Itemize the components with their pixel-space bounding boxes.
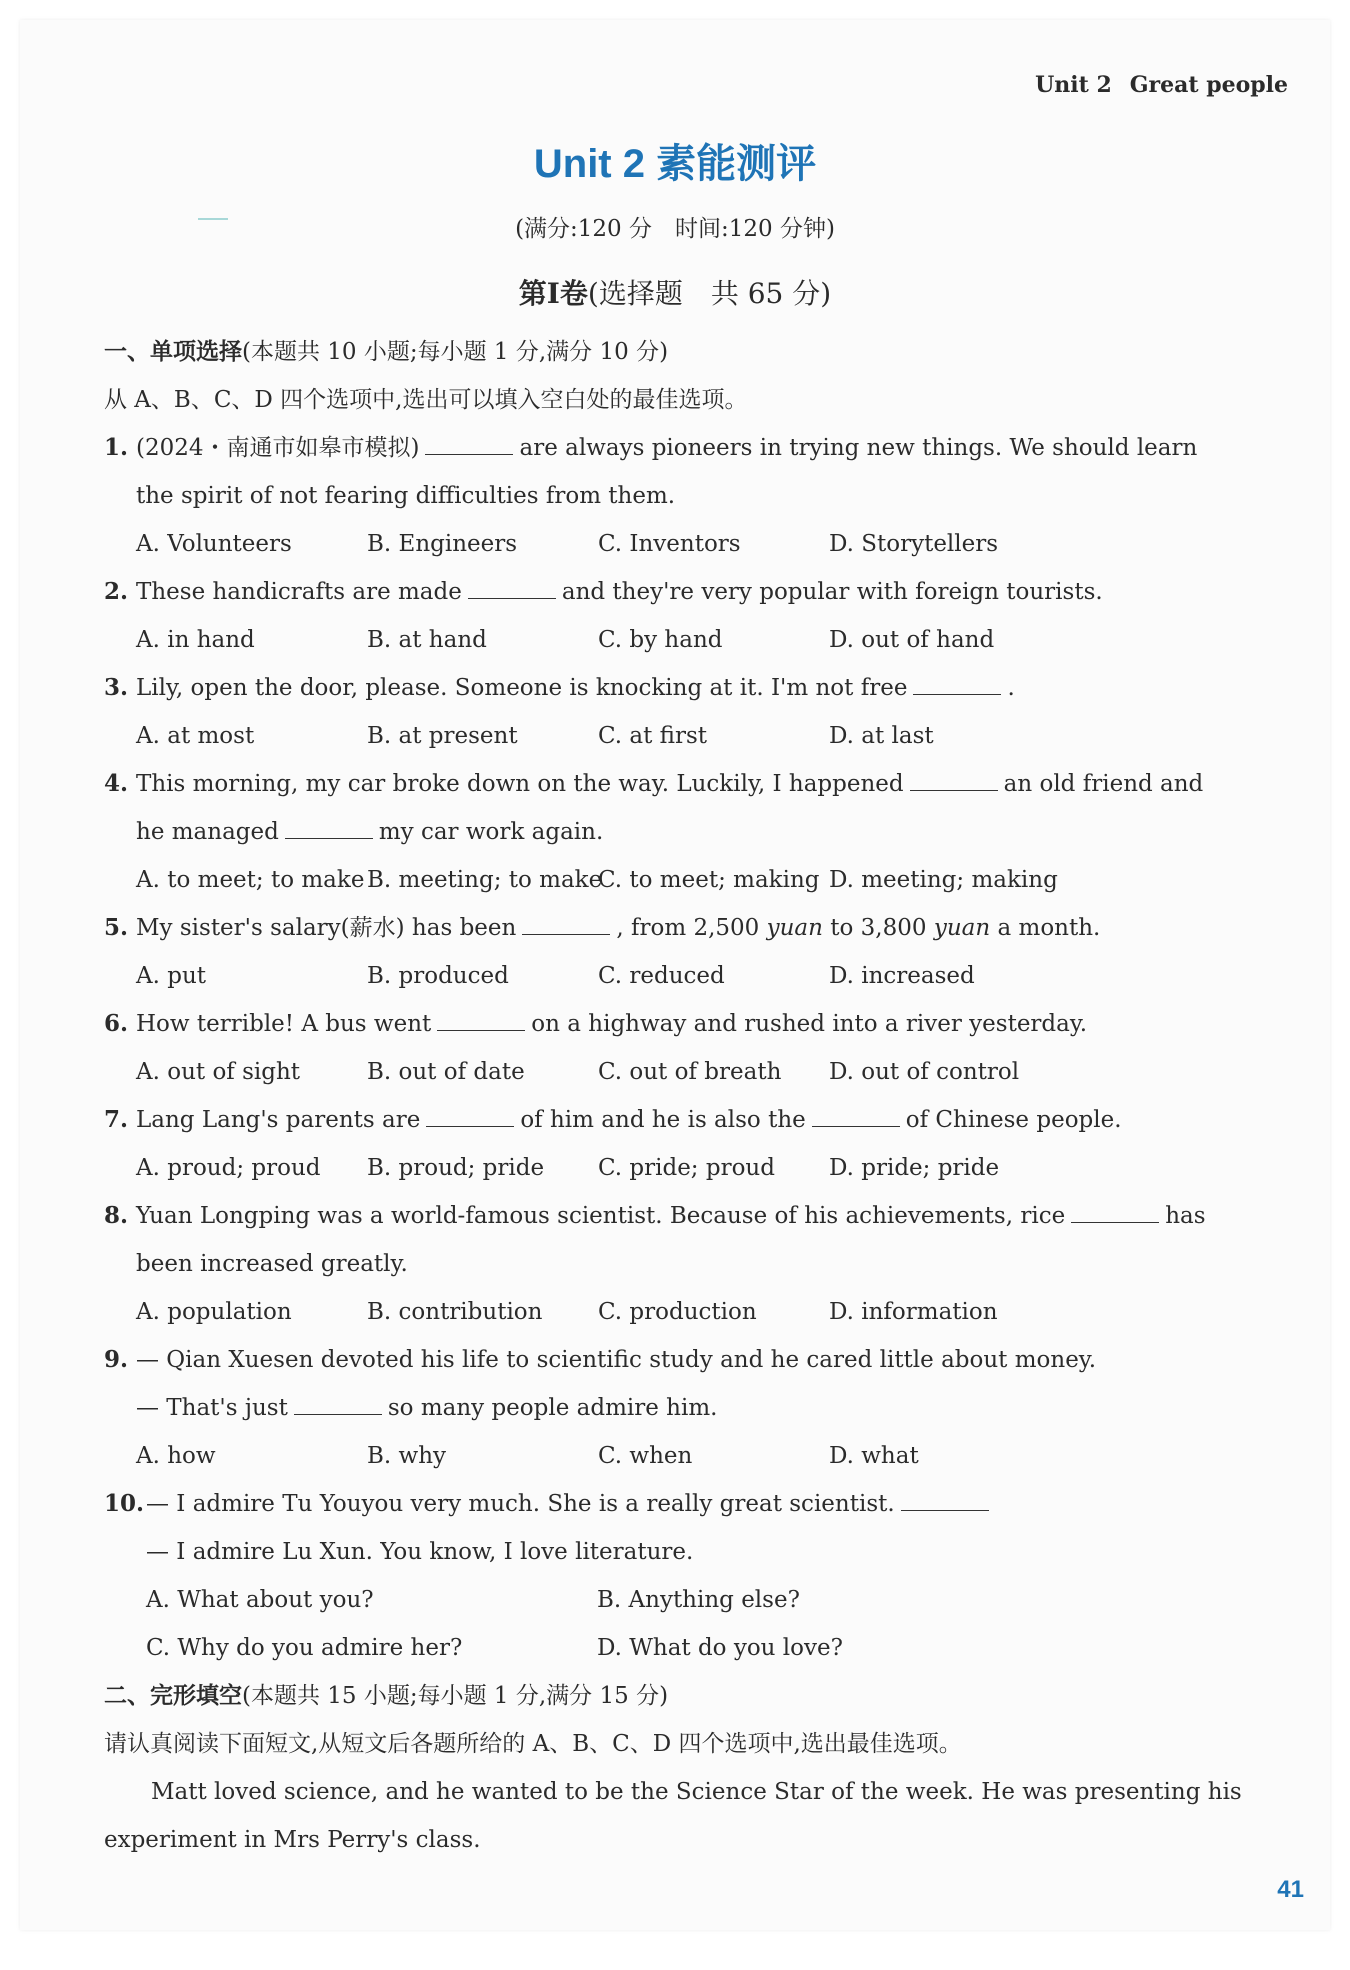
question-text: This morning, my car broke down on the way. Luckily, I happened [136, 771, 904, 797]
header-unit: Unit 2 [1035, 72, 1112, 98]
section-detail: (本题共 10 小题;每小题 1 分,满分 10 分) [242, 339, 669, 365]
question-text: Lang Lang's parents are [136, 1107, 421, 1133]
options-row [104, 1624, 1288, 1672]
question-10 [104, 1480, 1288, 1528]
question-number: 5. [104, 914, 129, 941]
options-row [104, 712, 1288, 760]
question-text: and they're very popular with foreign tourists. [561, 579, 1103, 605]
option-a[interactable]: A. to meet; to make [136, 867, 365, 893]
option-b[interactable]: B. proud; pride [367, 1155, 545, 1181]
question-text: a month. [997, 915, 1101, 941]
option-d[interactable]: D. increased [829, 963, 975, 989]
question-text: are always pioneers in trying new things. We should learn [519, 435, 1198, 461]
question-text: on a highway and rushed into a river yesterday. [531, 1011, 1088, 1037]
question-text: My sister's salary(薪水) has been [136, 915, 517, 941]
answer-blank[interactable] [1071, 1196, 1159, 1223]
answer-blank[interactable] [468, 572, 556, 599]
option-c[interactable]: C. by hand [598, 627, 723, 653]
question-text: — I admire Tu Youyou very much. She is a really great scientist. [146, 1491, 895, 1517]
answer-blank[interactable] [426, 1100, 514, 1127]
question-number: 1. [104, 434, 129, 461]
part-label: 第Ⅰ卷 [518, 277, 588, 310]
question-3 [104, 664, 1288, 712]
question-number: 9. [104, 1346, 129, 1373]
option-c[interactable]: C. pride; proud [598, 1155, 775, 1181]
question-7 [104, 1096, 1288, 1144]
option-a[interactable]: A. Volunteers [136, 531, 292, 557]
options-row [104, 1048, 1288, 1096]
section-heading [104, 328, 1288, 376]
options-row [104, 952, 1288, 1000]
question-text: Lily, open the door, please. Someone is knocking at it. I'm not free [136, 675, 908, 701]
option-b[interactable]: B. at present [367, 723, 518, 749]
question-text: has [1165, 1203, 1206, 1229]
option-b[interactable]: B. out of date [367, 1059, 525, 1085]
option-c[interactable]: C. Inventors [598, 531, 741, 557]
part-detail: (选择题 共 65 分) [587, 277, 832, 310]
option-d[interactable]: D. at last [829, 723, 934, 749]
option-b[interactable]: B. meeting; to make [367, 867, 603, 893]
option-b[interactable]: B. why [367, 1443, 447, 1469]
option-a[interactable]: A. out of sight [136, 1059, 301, 1085]
answer-blank[interactable] [910, 764, 998, 791]
question-number: 8. [104, 1202, 129, 1229]
option-c[interactable]: C. to meet; making [598, 867, 820, 893]
question-1 [104, 424, 1288, 472]
option-d[interactable]: D. out of control [829, 1059, 1020, 1085]
option-c[interactable]: C. reduced [598, 963, 725, 989]
passage-text: Matt loved science, and he wanted to be the Science Star of the week. He was presenting his [151, 1779, 1242, 1805]
question-text: — That's just [136, 1395, 288, 1421]
options-row [104, 1144, 1288, 1192]
question-text: How terrible! A bus went [136, 1011, 432, 1037]
question-9 [104, 1336, 1288, 1384]
question-text: , from 2,500 [616, 915, 760, 941]
option-d[interactable]: D. out of hand [829, 627, 995, 653]
options-row [104, 1288, 1288, 1336]
part-title [20, 272, 1330, 312]
answer-blank[interactable] [901, 1484, 989, 1511]
question-text: — Qian Xuesen devoted his life to scientific study and he cared little about money. [136, 1347, 1097, 1373]
option-c[interactable]: C. out of breath [598, 1059, 782, 1085]
question-text: my car work again. [378, 819, 604, 845]
question-text-cont [104, 1384, 1288, 1432]
option-d[interactable]: D. What do you love? [597, 1635, 843, 1661]
answer-blank[interactable] [522, 908, 610, 935]
option-b[interactable]: B. Anything else? [597, 1587, 800, 1613]
header-topic: Great people [1129, 72, 1288, 98]
question-text: to 3,800 [830, 915, 927, 941]
options-row [104, 1432, 1288, 1480]
options-row [104, 616, 1288, 664]
question-text-cont: the spirit of not fearing difficulties from them. [136, 483, 676, 509]
section-instruction: 请认真阅读下面短文,从短文后各题所给的 A、B、C、D 四个选项中,选出最佳选项。 [104, 1731, 962, 1757]
question-6 [104, 1000, 1288, 1048]
answer-blank[interactable] [285, 812, 373, 839]
option-c[interactable]: C. at first [598, 723, 708, 749]
section-heading [104, 1672, 1288, 1720]
answer-blank[interactable] [425, 428, 513, 455]
question-text-cont [104, 808, 1288, 856]
question-text: so many people admire him. [387, 1395, 718, 1421]
options-row [104, 1576, 1288, 1624]
option-a[interactable]: A. how [136, 1443, 216, 1469]
option-d[interactable]: D. meeting; making [829, 867, 1058, 893]
section-detail: (本题共 15 小题;每小题 1 分,满分 15 分) [242, 1683, 669, 1709]
option-a[interactable]: A. proud; proud [136, 1155, 321, 1181]
passage-text: experiment in Mrs Perry's class. [104, 1827, 481, 1853]
question-content [104, 328, 1288, 1864]
option-d[interactable]: D. pride; pride [829, 1155, 1000, 1181]
option-a[interactable]: A. put [136, 963, 207, 989]
question-text-cont: — I admire Lu Xun. You know, I love literature. [146, 1539, 694, 1565]
question-2 [104, 568, 1288, 616]
question-8 [104, 1192, 1288, 1240]
option-a[interactable]: A. in hand [136, 627, 255, 653]
question-text: . [1007, 675, 1015, 701]
option-a[interactable]: A. What about you? [146, 1587, 374, 1613]
option-b[interactable]: B. Engineers [367, 531, 518, 557]
question-text-cont: been increased greatly. [136, 1251, 408, 1277]
question-number: 6. [104, 1010, 129, 1037]
option-b[interactable]: B. produced [367, 963, 509, 989]
question-5 [104, 904, 1288, 952]
question-text: he managed [136, 819, 279, 845]
answer-blank[interactable] [913, 668, 1001, 695]
question-source: (2024・南通市如皋市模拟) [136, 435, 420, 461]
options-row [104, 856, 1288, 904]
option-a[interactable]: A. at most [136, 723, 255, 749]
currency-word: yuan [766, 915, 823, 941]
option-b[interactable]: B. contribution [367, 1299, 543, 1325]
answer-blank[interactable] [812, 1100, 900, 1127]
option-c[interactable]: C. Why do you admire her? [146, 1635, 463, 1661]
page-number: 41 [1277, 1876, 1304, 1903]
question-text: an old friend and [1003, 771, 1204, 797]
textbook-page [20, 20, 1330, 1930]
section-title: 一、单项选择 [104, 338, 242, 365]
option-d[interactable]: D. information [829, 1299, 998, 1325]
running-header [1017, 72, 1288, 98]
question-4 [104, 760, 1288, 808]
section-title: 二、完形填空 [104, 1682, 242, 1709]
question-number: 10. [104, 1490, 145, 1517]
question-number: 2. [104, 578, 129, 605]
currency-word: yuan [933, 915, 991, 941]
question-text: of Chinese people. [905, 1107, 1122, 1133]
question-text: These handicrafts are made [136, 579, 462, 605]
options-row [104, 520, 1288, 568]
option-c[interactable]: C. production [598, 1299, 757, 1325]
option-d[interactable]: D. what [829, 1443, 919, 1469]
question-number: 3. [104, 674, 129, 701]
exam-info: (满分:120 分 时间:120 分钟) [515, 216, 835, 242]
answer-blank[interactable] [437, 1004, 525, 1031]
option-d[interactable]: D. Storytellers [829, 531, 999, 557]
page-title: Unit 2 素能测评 [533, 142, 817, 186]
question-text: of him and he is also the [520, 1107, 806, 1133]
answer-blank[interactable] [294, 1388, 382, 1415]
section-instruction: 从 A、B、C、D 四个选项中,选出可以填入空白处的最佳选项。 [104, 387, 748, 413]
option-b[interactable]: B. at hand [367, 627, 487, 653]
option-a[interactable]: A. population [136, 1299, 292, 1325]
question-text: Yuan Longping was a world-famous scientist. Because of his achievements, rice [136, 1203, 1066, 1229]
option-c[interactable]: C. when [598, 1443, 693, 1469]
question-number: 4. [104, 770, 129, 797]
question-number: 7. [104, 1106, 129, 1133]
